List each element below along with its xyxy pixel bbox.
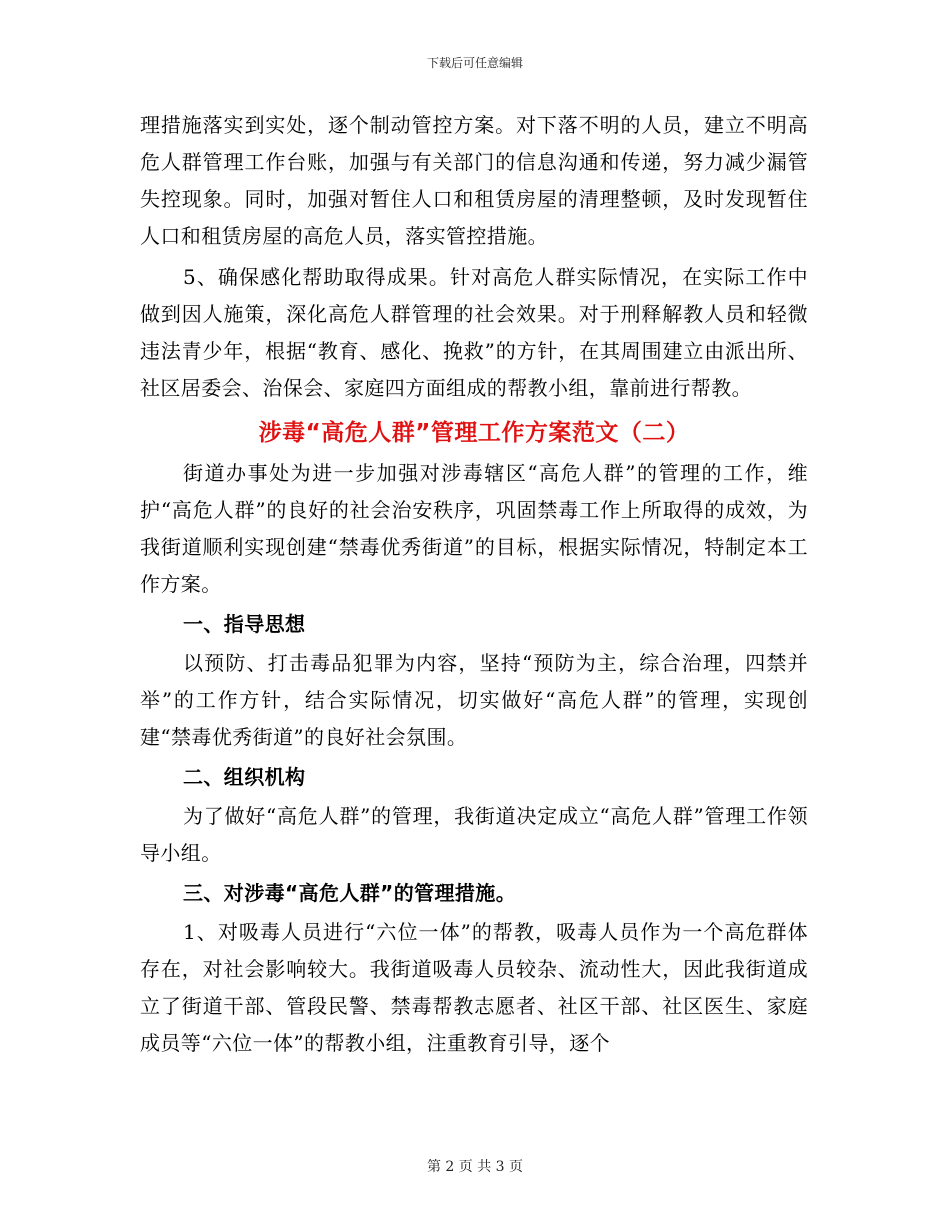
page-header: 下载后可任意编辑 [426,56,523,70]
paragraph-intro: 街道办事处为进一步加强对涉毒辖区“高危人群”的管理的工作，维护“高危人群”的良好的社会治安秩序，巩固禁毒工作上所取得的成效，为我街道顺利实现创建“禁毒优秀街道”的目标，根据实际情况，特制定本工作方案。 [140,461,808,596]
heading-organization: 二、组织机构 [183,765,306,789]
document-body [140,107,808,1062]
page-footer: 第 2 页 共 3 页 [426,1159,524,1175]
paragraph-guiding-ideology: 以预防、打击毒品犯罪为内容，坚持“预防为主，综合治理，四禁并举”的工作方针，结合实际情况，切实做好“高危人群”的管理，实现创建“禁毒优秀街道”的良好社会氛围。 [140,651,808,749]
paragraph-item-5: 5、确保感化帮助取得成果。针对高危人群实际情况，在实际工作中做到因人施策，深化高危人群管理的社会效果。对于刑释解教人员和轻微违法青少年，根据“教育、感化、挽救”的方针，在其周围建立由派出所、社区居委会、治保会、家庭四方面组成的帮教小组，靠前进行帮教。 [140,265,808,400]
paragraph-organization: 为了做好“高危人群”的管理，我街道决定成立“高危人群”管理工作领导小组。 [140,804,808,865]
section-title: 涉毒“高危人群”管理工作方案范文（二） [258,420,690,446]
heading-measures: 三、对涉毒“高危人群”的管理措施。 [183,881,517,905]
paragraph-measure-1: 1、对吸毒人员进行“六位一体”的帮教，吸毒人员作为一个高危群体存在，对社会影响较大。我街道吸毒人员较杂、流动性大，因此我街道成立了街道干部、管段民警、禁毒帮教志愿者、社区干部、社区医生、家庭成员等“六位一体”的帮教小组，注重教育引导，逐个 [140,920,808,1055]
paragraph-continued: 理措施落实到实处，逐个制动管控方案。对下落不明的人员，建立不明高危人群管理工作台账，加强与有关部门的信息沟通和传递，努力减少漏管失控现象。同时，加强对暂住人口和租赁房屋的清理整顿，及时发现暂住人口和租赁房屋的高危人员，落实管控措施。 [140,113,808,248]
heading-guiding-ideology: 一、指导思想 [183,612,306,636]
